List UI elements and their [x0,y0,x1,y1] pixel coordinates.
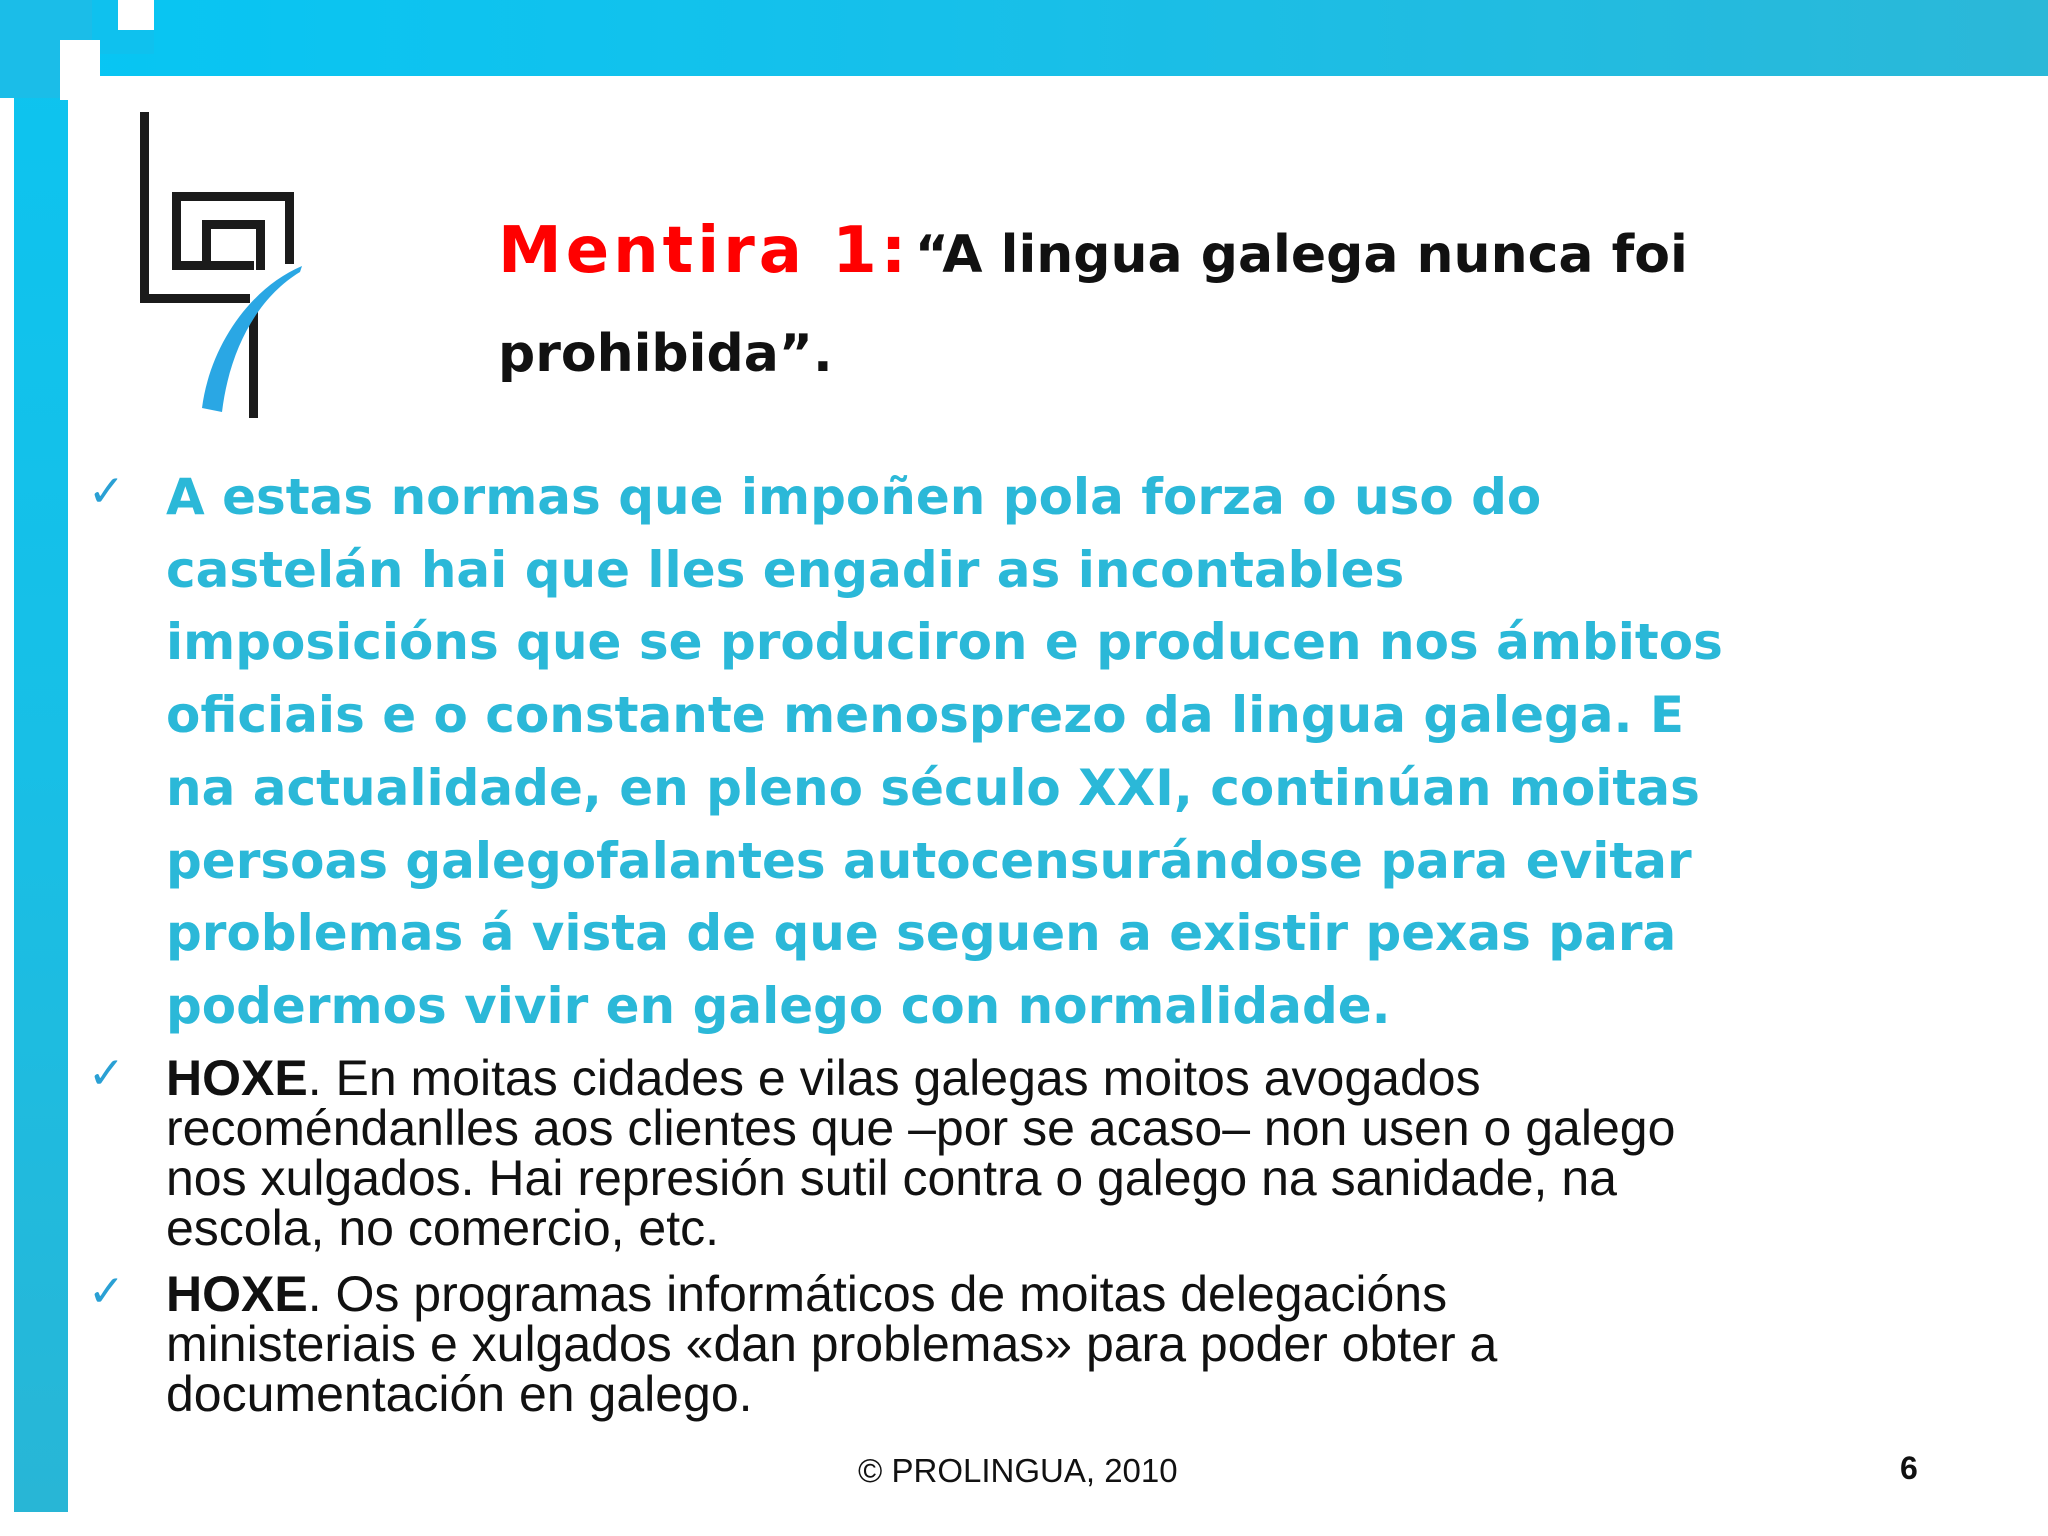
bullet-line: oficiais e o constante menosprezo da lingua galega. E [166,686,1685,745]
bullet-line: ministeriais e xulgados «dan problemas» para poder obter a [166,1316,1498,1372]
bullet-line: A estas normas que impoñen pola forza o uso do [166,468,1542,526]
bullet-line: persoas galegofalantes autocensurándose para evitar [166,831,1692,890]
page-number: 6 [1900,1450,1918,1486]
bullet-line: castelán hai que lles engadir as incontables [166,540,1405,599]
bullet-line: imposicións que se produciron e producen nos ámbitos [166,613,1723,672]
title-quote-line1: “A lingua galega nunca foi [914,225,1688,285]
bullet-3-text [166,1266,1926,1422]
logo-lg-icon [132,108,312,426]
bullet-line: podermos vivir en galego con normalidade. [166,976,1391,1035]
checkmark-icon: ✓ [88,466,125,517]
bullet-line: problemas á vista de que seguen a existir pexas para [166,904,1677,963]
bullet-line: documentación en galego. [166,1366,753,1422]
bullet-2-text [166,1050,1926,1256]
bullet-1-text [166,461,1926,1043]
left-frame-bar [14,0,68,1512]
bullet-bold-prefix: HOXE [166,1266,308,1322]
bullet-line: escola, no comercio, etc. [166,1200,720,1256]
slide-title [498,208,1898,410]
checkmark-icon: ✓ [88,1048,125,1099]
bullet-line: . Os programas informáticos de moitas delegacións [307,1266,1448,1322]
bullet-line: recoméndanlles aos clientes que –por se acaso– non usen o galego [166,1100,1676,1156]
bullet-line: . En moitas cidades e vilas galegas moitos avogados [307,1050,1481,1106]
top-frame-bar [0,0,2048,76]
bullet-line: nos xulgados. Hai represión sutil contra o galego na sanidade, na [166,1150,1617,1206]
title-quote-line2: prohibida”. [498,324,833,384]
footer-copyright: © PROLINGUA, 2010 [858,1452,1178,1489]
frame-corner-notch [60,40,100,100]
frame-corner-notch [118,0,154,30]
bullet-bold-prefix: HOXE [166,1050,308,1106]
title-label: Mentira 1: [498,214,911,288]
checkmark-icon: ✓ [88,1266,125,1317]
bullet-line: na actualidade, en pleno século XXI, continúan moitas [166,758,1700,817]
